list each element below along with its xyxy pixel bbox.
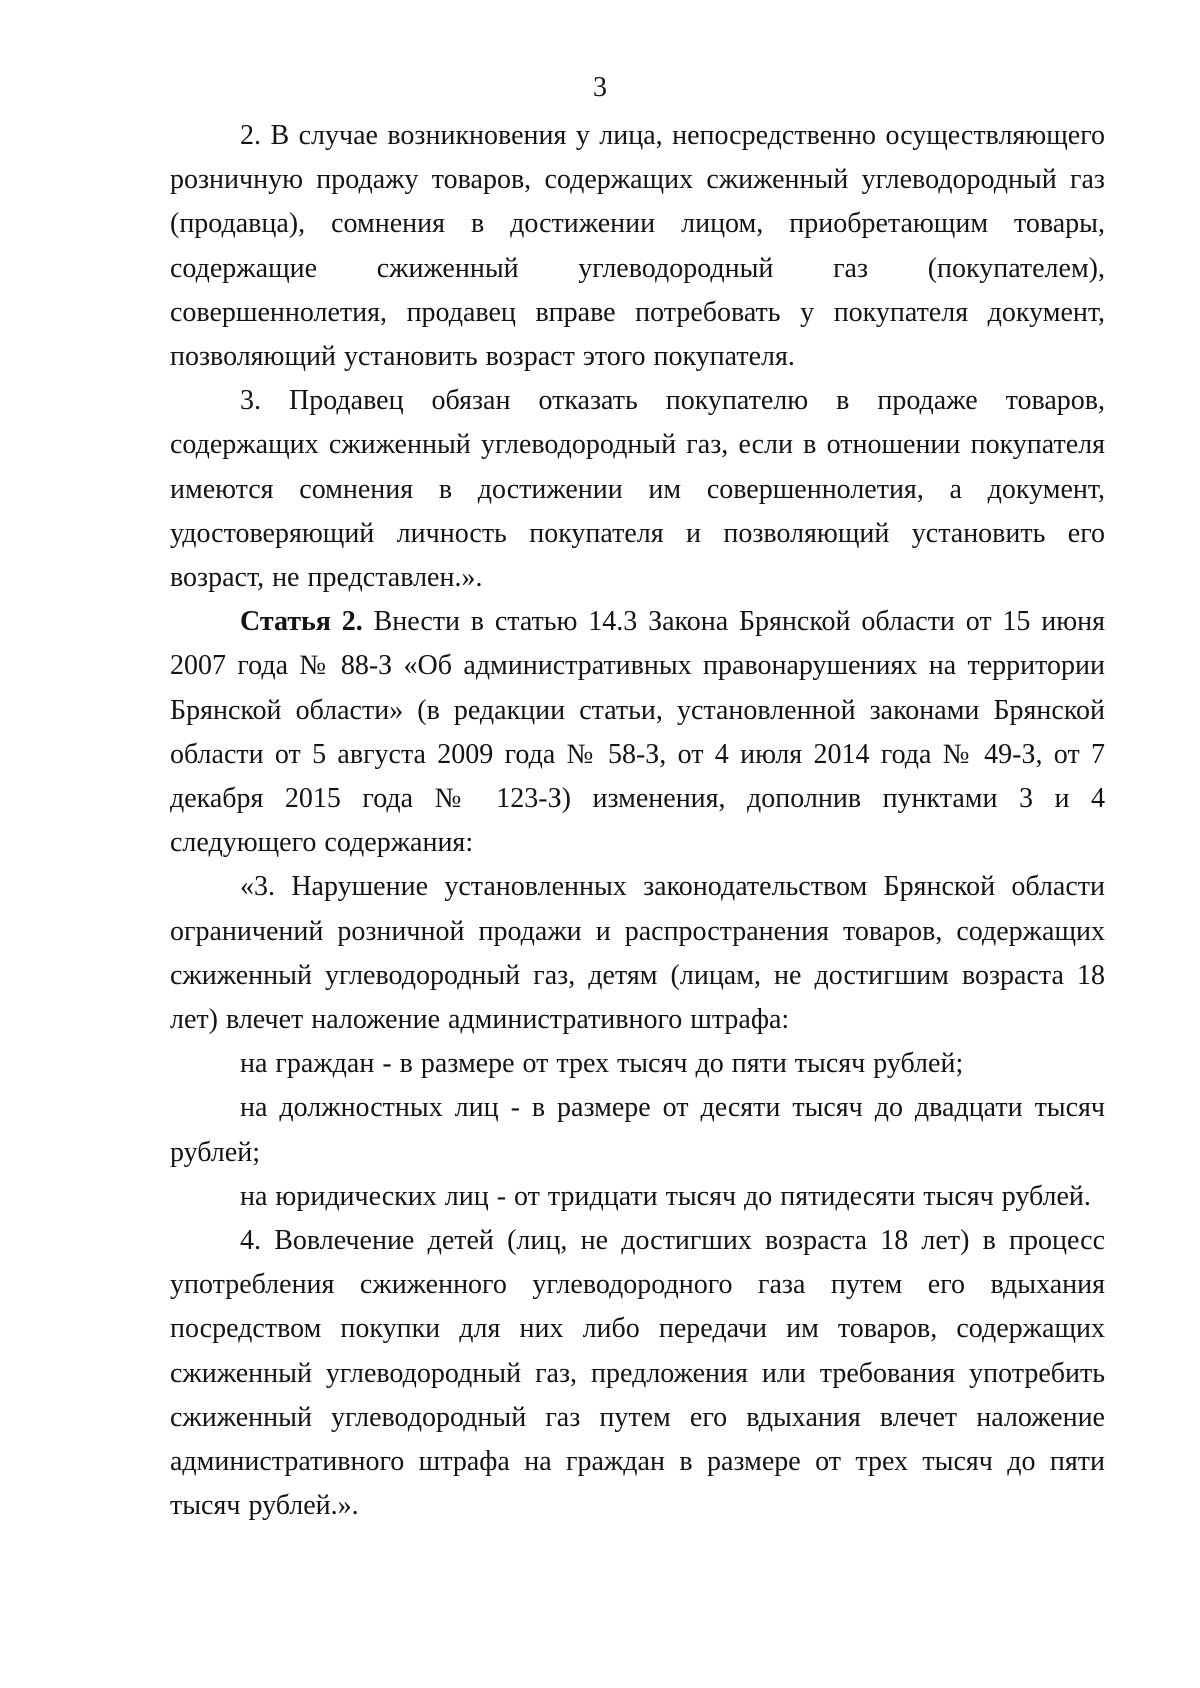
article-2-text: Внести в статью 14.3 Закона Брянской области от 15 июня 2007 года № 88-З «Об административных правонарушениях на территории Брянской области» (в редакции статьи, установленной законами Брянской области от 5 августа 2009 года № 58-З, от 4 июля 2014 года № 49-З, от 7 декабря 2015 года № 123-З) изменения, дополнив пунктами 3 и 4 следующего содержания:	[170, 606, 1105, 859]
paragraph-3-seller-refusal: 3. Продавец обязан отказать покупателю в продаже товаров, содержащих сжиженный углеводородный газ, если в отношении покупателя имеются сомнения в достижении им совершеннолетия, а документ, удостоверяющий личность покупателя и позволяющий установить его возраст, не представлен.».	[170, 385, 1105, 594]
article-2-paragraph	[170, 600, 1105, 865]
document-body	[170, 114, 1105, 1529]
fine-citizens: на граждан - в размере от трех тысяч до пяти тысяч рублей;	[240, 1048, 964, 1080]
fine-officials: на должностных лиц - в размере от десяти тысяч до двадцати тысяч рублей;	[170, 1092, 1105, 1168]
paragraph-2-seller-doubt: 2. В случае возникновения у лица, непосредственно осуществляющего розничную продажу товаров, содержащих сжиженный углеводородный газ (продавца), сомнения в достижении лицом, приобретающим товары, содержащие сжиженный углеводородный газ (покупателем), совершеннолетия, продавец вправе потребовать у покупателя документ, позволяющий установить возраст этого покупателя.	[170, 120, 1105, 373]
new-point-3-violation: «3. Нарушение установленных законодательством Брянской области ограничений розничной продажи и распространения товаров, содержащих сжиженный углеводородный газ, детям (лицам, не достигшим возраста 18 лет) влечет наложение административного штрафа:	[170, 871, 1105, 1036]
fine-legal-entities: на юридических лиц - от тридцати тысяч до пятидесяти тысяч рублей.	[240, 1180, 1091, 1212]
new-point-4-involvement: 4. Вовлечение детей (лиц, не достигших возраста 18 лет) в процесс употребления сжиженного углеводородного газа путем его вдыхания посредством покупки для них либо передачи им товаров, содержащих сжиженный углеводородный газ, предложения или требования употребить сжиженный углеводородный газ путем его вдыхания влечет наложение административного штрафа на граждан в размере от трех тысяч до пяти тысяч рублей.».	[170, 1225, 1105, 1522]
page-number: 3	[593, 72, 607, 103]
article-2-title: Статья 2.	[240, 606, 363, 638]
